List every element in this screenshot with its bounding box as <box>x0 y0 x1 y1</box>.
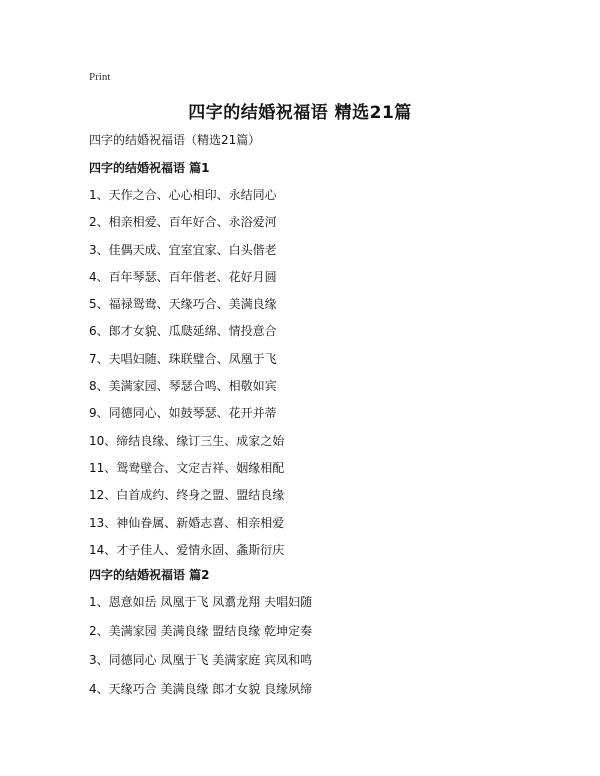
print-label: Print <box>89 71 111 83</box>
list-item: 2、相亲相爱、百年好合、永浴爱河 <box>89 215 277 230</box>
list-item: 1、恩意如岳 凤凰于飞 凤翥龙翔 夫唱妇随 <box>89 595 313 609</box>
list-item: 1、天作之合、心心相印、永结同心 <box>89 188 277 202</box>
blessings-list-2 <box>89 593 312 709</box>
list-item: 2、美满家园 美满良缘 盟结良缘 乾坤定奏 <box>89 624 313 638</box>
list-item: 3、同德同心 凤凰于飞 美满家庭 宾凤和鸣 <box>89 653 313 667</box>
list-item: 13、神仙眷属、新婚志喜、相亲相爱 <box>89 515 285 530</box>
list-item: 6、郎才女貌、瓜瓞延绵、情投意合 <box>89 324 277 339</box>
list-item: 8、美满家园、琴瑟合鸣、相敬如宾 <box>89 379 277 394</box>
list-item: 5、福禄鸳鸯、天缘巧合、美满良缘 <box>89 297 277 312</box>
section-heading-1: 四字的结婚祝福语 篇1 <box>89 161 210 175</box>
list-item: 11、鸳鸯壁合、文定吉祥、姻缘相配 <box>89 460 285 475</box>
document-subtitle: 四字的结婚祝福语（精选21篇） <box>89 133 261 147</box>
list-item: 12、白首成约、终身之盟、盟结良缘 <box>89 488 285 503</box>
document-title: 四字的结婚祝福语 精选21篇 <box>188 103 412 123</box>
list-item: 7、夫唱妇随、珠联璧合、凤凰于飞 <box>89 351 277 366</box>
blessings-list-1 <box>89 186 284 568</box>
list-item: 4、百年琴瑟、百年偕老、花好月圆 <box>89 269 277 284</box>
list-item: 3、佳偶天成、宜室宜家、白头偕老 <box>89 242 277 257</box>
list-item: 4、天缘巧合 美满良缘 郎才女貌 良缘夙缔 <box>89 682 313 696</box>
list-item: 10、缔结良缘、缘订三生、成家之始 <box>89 433 285 448</box>
list-item: 9、同德同心、如鼓琴瑟、花开并蒂 <box>89 406 277 421</box>
list-item: 14、才子佳人、爱情永固、螽斯衍庆 <box>89 542 285 557</box>
section-heading-2: 四字的结婚祝福语 篇2 <box>89 568 210 582</box>
